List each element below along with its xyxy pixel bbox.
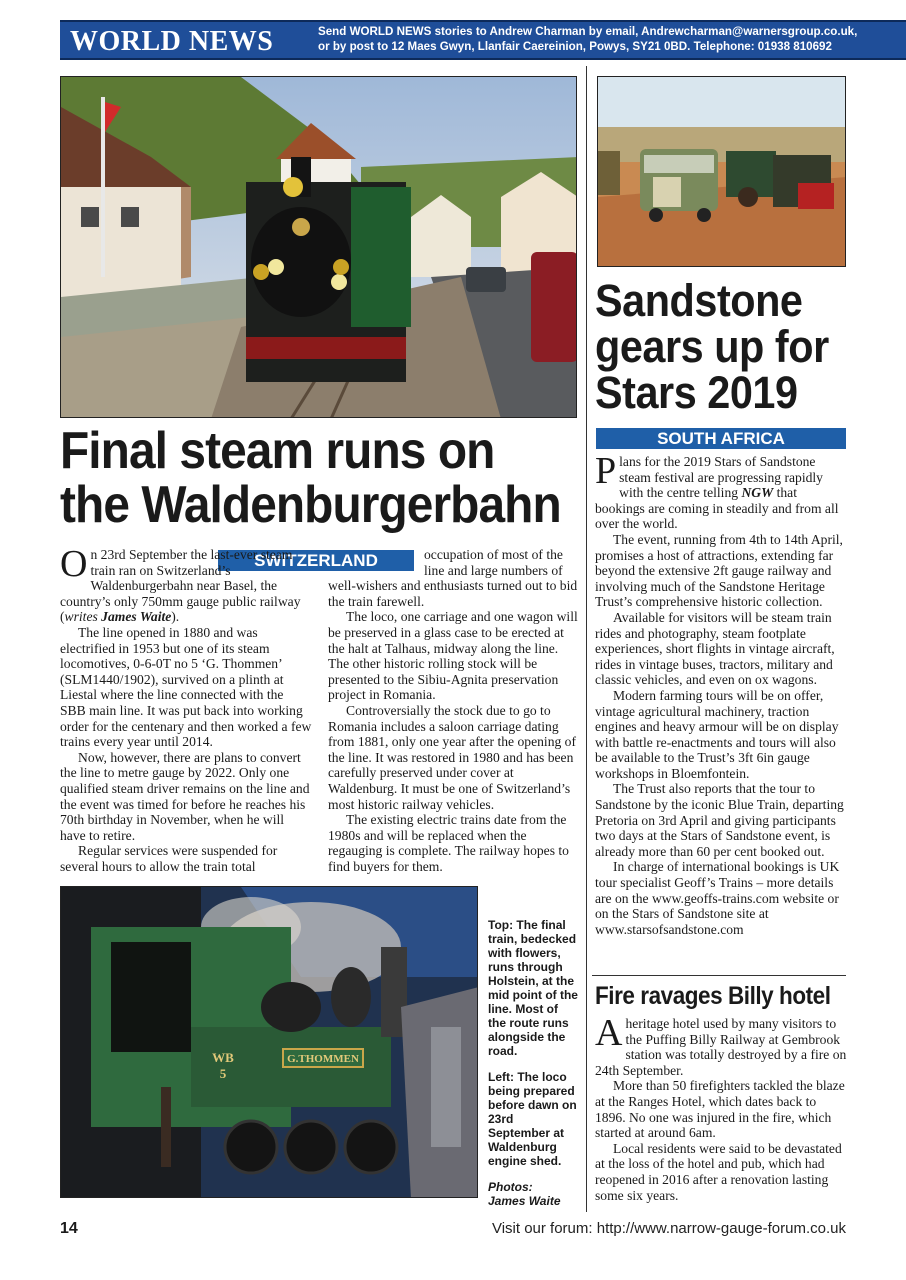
photo-caption: [488, 918, 578, 1220]
caption-credit-name: James Waite: [488, 1194, 561, 1208]
caption-credit-label: Photos:: [488, 1180, 533, 1194]
caption-left: Left: The loco being prepared before dawn on 23rd September at Waldenburg engine shed.: [488, 1070, 577, 1168]
main-story-column-1: [60, 543, 312, 874]
byline-prefix: writes: [64, 609, 102, 625]
main-headline-line-1: Final steam runs on: [60, 422, 495, 480]
contact-info-line-2: or by post to 12 Maes Gwyn, Llanfair Caereinion, Powys, SY21 0BD. Telephone: 01938 810692: [318, 40, 832, 53]
fire-story-body: [595, 1012, 847, 1203]
side-story-paragraph-4: Modern farming tours will be on offer, vintage agricultural machinery, traction engines and heavy armour will be on display with battle re-enactments and tours will also be available to the Trust’s 3ft 6in gauge workshops in Bloemfontein.: [595, 687, 839, 781]
contact-info-line-1: Send WORLD NEWS stories to Andrew Charman by email, Andrewcharman@warnersgroup.co.uk,: [318, 25, 858, 38]
drop-cap: P: [595, 450, 617, 492]
side-headline-line-3: Stars 2019: [595, 367, 798, 418]
photo-loco-engine-shed: [60, 886, 478, 1198]
fire-headline-text: Fire ravages Billy hotel: [595, 982, 831, 1010]
main-story-paragraph-4: Regular services were suspended for several hours to allow the train total: [60, 843, 278, 874]
side-story-paragraph-2: The event, running from 4th to 14th April, promises a host of attractions, extending far beyond the extensive 2ft gauge railway and involving much of the Sandstone Heritage Trust’s comprehensive historic collection.: [595, 531, 843, 610]
side-headline-line-2: gears up for: [595, 321, 829, 372]
paragraph-end: ).: [171, 609, 180, 625]
loco-nameplate: G.THOMMEN: [287, 1053, 359, 1065]
photo-train-holstein: [60, 76, 577, 418]
location-tag-south-africa: SOUTH AFRICA: [596, 428, 846, 449]
page-number: 14: [60, 1220, 78, 1237]
side-headline: [595, 275, 849, 418]
paragraph-text: lans for the 2019 Stars of Sandstone steam festival are progressing rapidly with the centre telling: [619, 454, 823, 501]
contact-info: [318, 24, 903, 54]
side-headline-line-1: Sandstone: [595, 275, 803, 326]
photo-sandstone-image: [598, 77, 846, 267]
location-tag-switzerland: SWITZERLAND: [218, 550, 414, 571]
fire-story-paragraph-2: More than 50 firefighters tackled the blaze at the Ranges Hotel, which dates back to 1896. No one was injured in the fire, which started at around 6am.: [595, 1078, 845, 1141]
caption-top: Top: The final train, bedecked with flowers, runs through Holstein, at the mid point of the line. Most of the route runs alongside the road.: [488, 918, 578, 1058]
side-story-paragraph-3: Available for visitors will be steam train rides and photography, steam footplate experiences, short flights in vintage aircraft, rides in vintage buses, tractors, military and classic vehicles, and even on ox wagons.: [595, 609, 835, 688]
photo-loco-shed-image: [61, 887, 478, 1198]
main-headline-line-2: the Waldenburgerbahn: [60, 476, 561, 534]
fire-headline: [595, 982, 857, 1010]
forum-link[interactable]: Visit our forum: http://www.narrow-gauge-forum.co.uk: [491, 1220, 846, 1237]
paragraph-text: heritage hotel used by many visitors to the Puffing Billy Railway at Gembrook station was totally destroyed by a fire on 24th September.: [595, 1016, 847, 1078]
main-story-paragraph-3: Now, however, there are plans to convert the line to metre gauge by 2022. Only one qualified steam driver remains on the line and the event was timed for before he reaches his 70th birthday in November, when he will have to retire.: [60, 749, 310, 843]
section-title: WORLD NEWS: [70, 26, 274, 57]
main-story-paragraph-6: The loco, one carriage and one wagon will be preserved in a glass case to be erected at the halt at Talhaus, midway along the line. The other historic rolling stock will be presented to the Sibiu-Agnita preservation project in Romania.: [328, 609, 578, 703]
main-story-paragraph-7: Controversially the stock due to go to Romania includes a saloon carriage dating from 1881, only one year after the opening of the line. It was restored in 1980 and has been carefully preserved under cover at Waldenburg. It must be one of Switzerland’s most historic railway vehicles.: [328, 702, 577, 812]
main-story-paragraph-1: [60, 543, 312, 625]
main-headline: [60, 424, 604, 532]
main-story-paragraph-5: occupation of most of the line and large numbers of well-wishers and enthusiasts turned out to bid the train farewell.: [328, 547, 578, 609]
loco-number: 5: [219, 1066, 227, 1081]
drop-cap: O: [60, 543, 88, 585]
story-divider: [592, 975, 846, 976]
side-story-paragraph-6: In charge of international bookings is UK tour specialist Geoff’s Trains – more details are on the www.geoffs-trains.com website or on the Stars of Sandstone site at www.starsofsandstone.com: [595, 859, 840, 937]
photo-sandstone-vehicles: [597, 76, 846, 267]
side-story-paragraph-1: [595, 450, 847, 532]
paragraph-text: n 23rd September the last-ever steam train ran on Switzerland’s Waldenburgerbahn near Basel, the country’s only 750mm gauge public railway (: [60, 547, 301, 625]
section-header: [60, 20, 906, 60]
fire-story-paragraph-3: Local residents were said to be devastated at the loss of the hotel and pub, which had reopened in 2016 after a renovation lasting some six years.: [595, 1140, 842, 1203]
main-story-column-2: [328, 547, 578, 874]
fire-story-paragraph-1: [595, 1012, 847, 1078]
drop-cap: A: [595, 1012, 623, 1054]
magazine-abbrev: NGW: [741, 485, 774, 501]
byline-author: James Waite: [101, 609, 172, 625]
caption-credit: [488, 1180, 578, 1208]
side-story-paragraph-5: The Trust also reports that the tour to Sandstone by the iconic Blue Train, departing Pretoria on 3rd April and giving participants two days at the Stars of Sandstone event, is already more than 60 per cent booked out.: [595, 781, 844, 859]
main-story-paragraph-2: The line opened in 1880 and was electrified in 1953 but one of its steam locomotives, 0-6-0T no 5 ‘G. Thommen’ (SLM1440/1902), survived on a plinth at Liestal where the line connected with the SBB main line. It was put back into working order for the centenary and then worked a few trains every year until 2014.: [60, 624, 312, 750]
photo-train-holstein-image: [61, 77, 577, 418]
main-story-paragraph-8: The existing electric trains date from the 1980s and will be replaced when the regauging is complete. The railway hopes to find buyers for them.: [328, 812, 569, 874]
side-story-body: [595, 450, 847, 937]
paragraph-end: that bookings are coming in steadily and from all over the world.: [595, 485, 839, 532]
column-divider: [586, 66, 587, 1212]
loco-company-initials: WB: [212, 1050, 234, 1065]
